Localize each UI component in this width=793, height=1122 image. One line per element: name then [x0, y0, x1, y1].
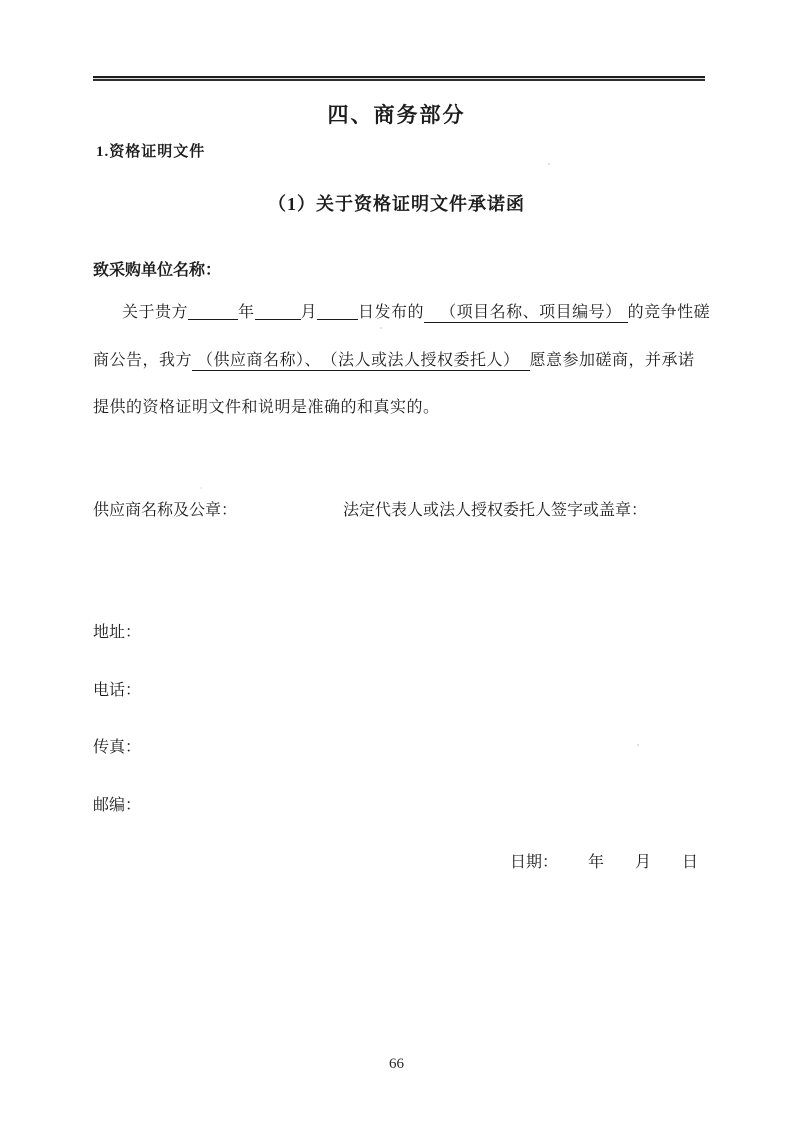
address-label: 地址： [93, 624, 142, 641]
section-heading: 1.资格证明文件 [96, 144, 206, 160]
salutation-line: 致采购单位名称： [93, 262, 222, 279]
header-double-rule [93, 76, 705, 81]
line1-day-suffix: 日发布的 [358, 304, 425, 321]
scan-speck [380, 327, 382, 329]
letter-title: （1）关于资格证明文件承诺函 [268, 194, 525, 214]
line1-prefix: 关于贵方 [122, 304, 189, 321]
line1-year: 年 [238, 304, 255, 321]
line2-tail: 愿意参加磋商，并承诺 [529, 352, 695, 369]
page-number: 66 [389, 1056, 404, 1072]
representative-signature-label: 法定代表人或法人授权委托人签字或盖章： [343, 502, 648, 519]
postcode-label: 邮编： [93, 797, 142, 814]
page-title: 四、商务部分 [327, 103, 466, 127]
blank-day-field [317, 303, 358, 320]
line2-prefix: 商公告，我方 [93, 352, 193, 369]
date-day-label: 日 [682, 854, 699, 871]
date-month-label: 月 [635, 854, 652, 871]
paragraph-line-2 [93, 347, 695, 370]
scan-speck [637, 744, 639, 746]
scan-speck [548, 163, 550, 165]
paragraph-line-3: 提供的资格证明文件和说明是准确的和真实的。 [93, 399, 440, 416]
blank-year-field [188, 303, 238, 320]
supplier-name-underlined: （供应商名称）、 （法人或法人授权委托人） [192, 352, 530, 371]
blank-month-field [255, 303, 301, 320]
project-name-underlined: （项目名称、项目编号） [424, 304, 628, 323]
fax-label: 传真： [93, 739, 142, 756]
date-year-label: 年 [588, 854, 605, 871]
paragraph-line-1 [122, 299, 710, 322]
supplier-seal-label: 供应商名称及公章： [93, 502, 238, 519]
date-label: 日期： [510, 854, 559, 871]
phone-label: 电话： [93, 682, 142, 699]
scan-speck [200, 487, 202, 489]
line1-tail: 的竞争性磋 [627, 304, 711, 321]
line1-month: 月 [300, 304, 318, 321]
